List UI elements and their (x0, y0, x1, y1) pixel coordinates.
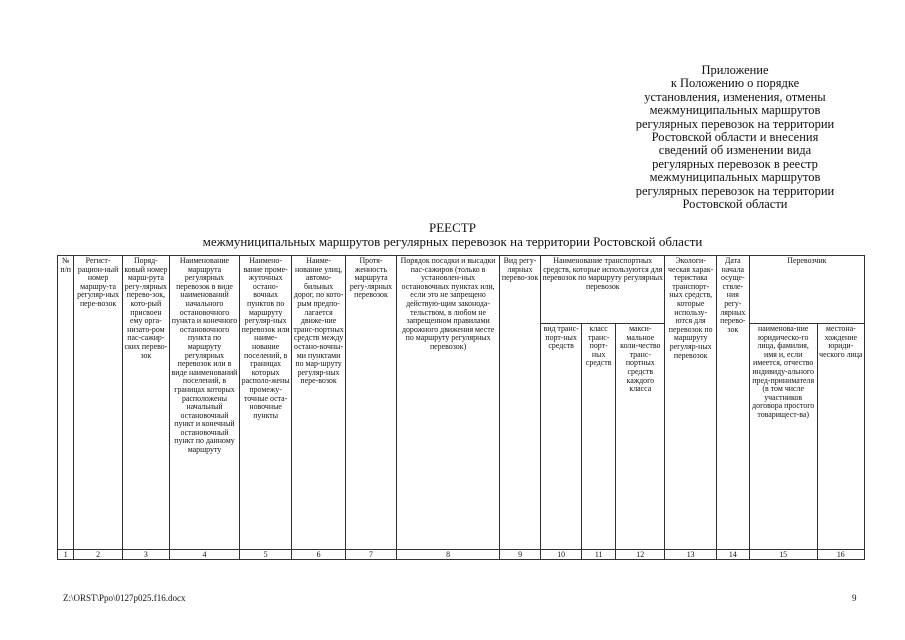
header-cell-vehicle-kind: вид транс-порт-ных средств (541, 324, 582, 550)
appendix-line: Приложение (701, 63, 769, 77)
column-number: 5 (239, 550, 291, 560)
header-cell-route-length: Протя-женность маршрута регу-лярных перевозок (345, 256, 396, 550)
header-group-carrier: Перевозчик (749, 256, 864, 324)
header-cell-carrier-name: наименова-ние юридическо-го лица, фамилия, имя и, если имеется, отчество индивиду-ального пред-принимателя (в том числе участников договора простого товарищест-ва) (749, 324, 817, 550)
header-row (58, 256, 865, 324)
header-cell-max-vehicles: макси-мальное коли-чество транс-портных средств каждого класса (616, 324, 665, 550)
appendix-line: межмуниципальных маршрутов (649, 170, 821, 185)
header-cell-registration-number: Регист-рацион-ный номер маршру-та регуляр-ных пере-возок (74, 256, 122, 550)
column-number: 15 (749, 550, 817, 560)
column-number: 12 (616, 550, 665, 560)
column-number-row (58, 550, 865, 560)
column-number: 4 (170, 550, 240, 560)
column-number: 7 (345, 550, 396, 560)
header-cell-boarding-order: Порядок посадки и высадки пас-сажиров (только в установлен-ных остановочных пунктах или, если это не запрещено действую-щим законода-тельством, в любом не запрещенном правилами дорожного движения месте по маршруту регулярных перевозок) (397, 256, 500, 550)
header-cell-start-date: Дата начала осуще-ствле-ния регу-лярных перево-зок (716, 256, 749, 550)
column-number: 13 (665, 550, 716, 560)
registry-title (0, 221, 905, 248)
appendix-line: регулярных перевозок на территории (635, 116, 835, 131)
appendix-header (610, 64, 860, 211)
appendix-line: сведений об изменении вида (658, 143, 812, 158)
header-cell-transport-type: Вид регу-лярных перево-зок (499, 256, 540, 550)
column-number: 1 (58, 550, 74, 560)
column-number: 9 (499, 550, 540, 560)
column-number: 2 (74, 550, 122, 560)
appendix-line: установления, изменения, отмены (644, 89, 826, 104)
header-cell-sequence-number: Поряд-ковый номер марш-рута регу-лярных перево-зок, кото-рый присвоен ему орга-низато-ром пас-сажир-ских перево-зок (122, 256, 169, 550)
header-cell-route-name: Наименование маршрута регулярных перевозок в виде наименований начального остановочного пункта и конечного остановочного пункта по маршруту регулярных перевозок или в виде наименований поселений, в границах которых расположены начальный остановочный пункт и конечный остановочный пункт по данному маршруту (170, 256, 240, 550)
appendix-line: регулярных перевозок на территории (635, 183, 835, 198)
column-number: 6 (292, 550, 345, 560)
column-number: 11 (582, 550, 616, 560)
header-cell-streets: Наиме-нование улиц, автомо-бильных дорог, по кото-рым предпо-лагается движе-ние транс-портных средств между остано-вочны-ми пунктами по мар-шруту регуляр-ных пере-возок (292, 256, 345, 550)
column-number: 14 (716, 550, 749, 560)
header-cell-carrier-location: местона-хождение юриди-ческого лица (817, 324, 864, 550)
registry-title-sub: межмуниципальных маршрутов регулярных перевозок на территории Ростовской области (202, 233, 703, 249)
column-number: 10 (541, 550, 582, 560)
header-cell-ecology: Экологи-ческая харак-теристика транспорт-ных средств, которые использу-ются для перевозок по маршруту регуляр-ных перевозок (665, 256, 716, 550)
footer-file-path: Z:\ORST\Ppo\0127p025.f16.docx (63, 593, 186, 603)
appendix-line: межмуниципальных маршрутов (649, 103, 821, 118)
registry-table (57, 255, 865, 560)
header-cell-vehicle-class: класс транс-порт-ных средств (582, 324, 616, 550)
column-number: 8 (397, 550, 500, 560)
appendix-line: к Положению о порядке (670, 76, 800, 91)
appendix-line: Ростовской области (682, 197, 788, 212)
header-cell-index: № п/п (58, 256, 74, 550)
header-cell-intermediate-stops: Наимено-вание проме-жуточных остано-вочных пунктов по маршруту регуляр-ных перевозок или наиме-нование поселений, в границах которых располо-жены промежу-точные оста-новочные пункты (239, 256, 291, 550)
column-number: 3 (122, 550, 169, 560)
appendix-line: Ростовской области и внесения (651, 130, 819, 145)
registry-title-main: РЕЕСТР (429, 220, 476, 235)
page-number: 9 (852, 593, 857, 603)
appendix-line: регулярных перевозок в реестр (652, 156, 818, 171)
header-group-vehicles: Наименование транспортных средств, которые используются для перевозок по маршруту регулярных перевозок (541, 256, 665, 324)
column-number: 16 (817, 550, 864, 560)
